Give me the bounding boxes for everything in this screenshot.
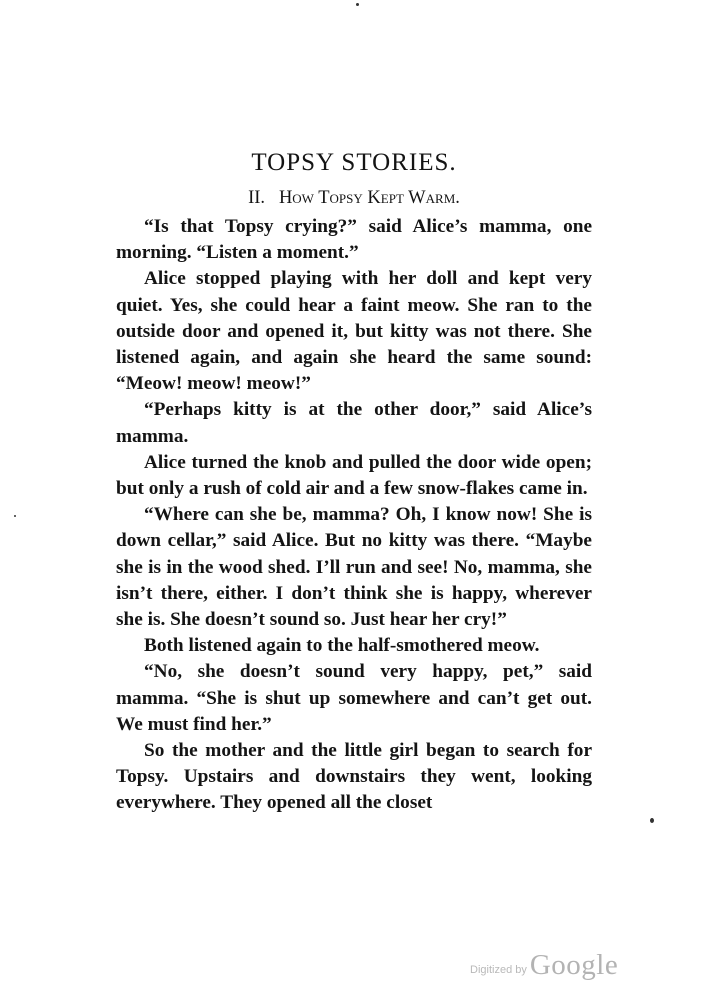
watermark-prefix: Digitized by — [470, 964, 527, 976]
chapter-title: How Topsy Kept Warm. — [278, 188, 460, 208]
paragraph: “Where can she be, mamma? Oh, I know now! She is down cellar,” said Alice. But no kitty was there. “Maybe she is in the wood shed. I’ll run and see! No, mamma, she isn’t there, either. I don’t think she is happy, wherever she is. She doesn’t sound so. Just hear her cry!” — [116, 504, 592, 631]
chapter-heading — [0, 186, 708, 210]
story-title: TOPSY STORIES. — [251, 149, 457, 176]
digitized-watermark — [470, 948, 618, 982]
scan-speck — [356, 3, 359, 6]
scan-speck — [650, 818, 654, 823]
paragraph: “Is that Topsy crying?” said Alice’s mamma, one morning. “Listen a moment.” — [116, 216, 592, 264]
google-logo: Google — [529, 949, 619, 981]
paragraph: Alice turned the knob and pulled the door wide open; but only a rush of cold air and a few snow-flakes came in. — [116, 451, 592, 500]
paragraph: Alice stopped playing with her doll and kept very quiet. Yes, she could hear a faint meow. She ran to the outside door and opened it, but kitty was not there. She listened again, and again she heard the same sound: “Meow! meow! meow!” — [116, 268, 592, 395]
paragraph: “Perhaps kitty is at the other door,” said Alice’s mamma. — [116, 399, 592, 447]
paragraph: So the mother and the little girl began to search for Topsy. Upstairs and downstairs they went, looking everywhere. They opened all the closet — [116, 740, 592, 814]
story-body — [116, 214, 592, 817]
paragraph: “No, she doesn’t sound very happy, pet,” said mamma. “She is shut up somewhere and can’t get out. We must find her.” — [116, 661, 592, 735]
paragraph: Both listened again to the half-smothered meow. — [144, 635, 540, 657]
scan-speck — [14, 515, 16, 517]
chapter-numeral: II. — [248, 188, 266, 208]
